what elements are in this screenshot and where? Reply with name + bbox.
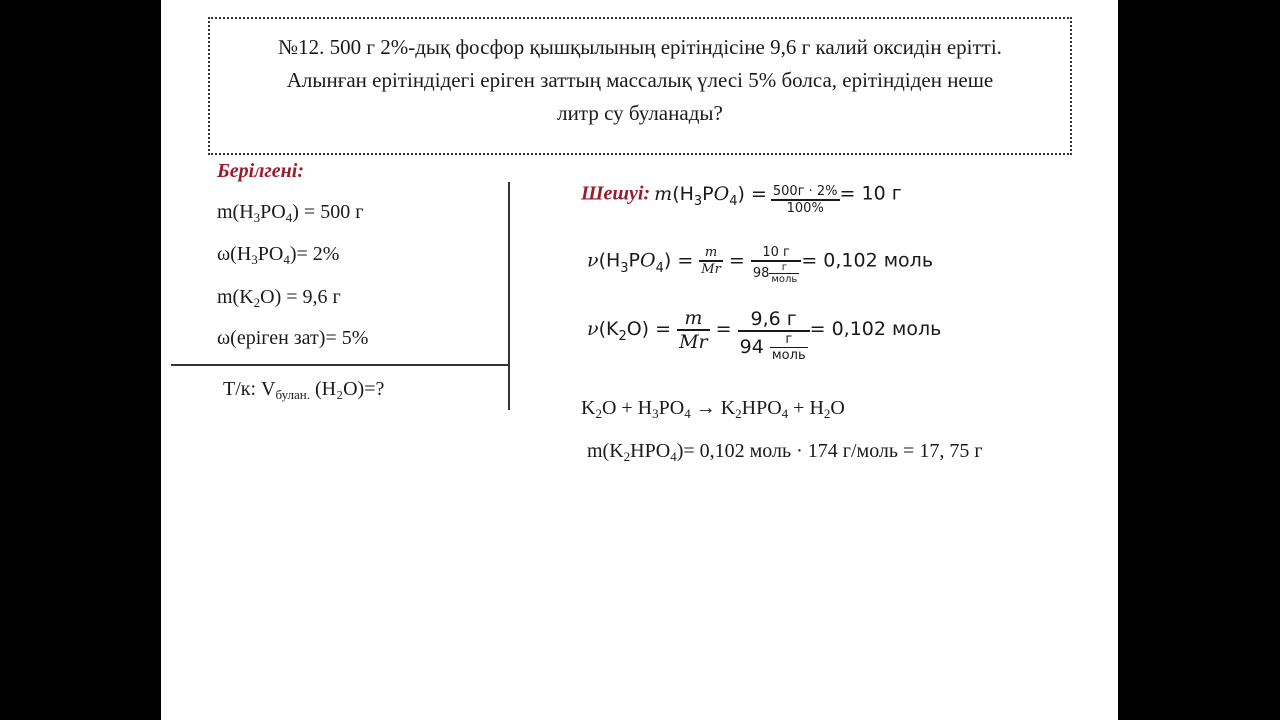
given-h3po4-mass: $m(H_3PO_4) = 500$ г [217,201,364,225]
given-divider-vertical [508,182,510,410]
problem-line-3: литр су буланады? [557,101,723,125]
problem-line-2: Алынған ерітіндідегі еріген заттың массалық үлесі 5% болса, ерітіндіден неше [286,68,994,92]
solution-title: Шешуі: [581,182,651,205]
given-k2o-mass: $m(K_2O) = 9,6$ г [217,286,341,310]
solution-line-3: $\nu(K_2O)$ = $\frac{m}{Mr}$ = 9,6 г 94 $\frac{г}{\text{моль}}$ = 0,102 моль [587,306,942,363]
given-solute-fraction: ω(еріген зат)= 5% [217,327,369,349]
m-over-mr-fraction: $\frac{m}{Mr}$ [701,245,721,277]
h3po4-mass-fraction: $\frac{500г \cdot 2\%}{100\%}$ [772,184,838,216]
k2hpo4-mass-line: $m(K_2HPO_4)= 0,102$ моль · 174 г/моль = 17, 75 г [587,440,983,464]
slide-page [161,0,1118,720]
m-over-mr-fraction-2: $\frac{m}{Mr}$ [679,306,708,353]
h3po4-moles-fraction: 10 г 98 $\frac{г}{\text{моль}}$ [751,245,802,285]
k2o-moles-fraction: 9,6 г 94 $\frac{г}{\text{моль}}$ [738,308,810,363]
given-title: Берілгені: [217,160,304,182]
unknown-quantity: Т/к: $V_{булан.}$ (H₂O)=? [223,378,385,402]
problem-statement-box [208,17,1072,155]
given-divider-horizontal [171,364,509,366]
solution-line-1: Шешуі: $m(H_3PO_4)$ = $\frac{500г \cdot 2\%}{100\%}$ = 10 г [581,182,902,216]
problem-line-1: №12. 500 г 2%-дық фосфор қышқылының ерітіндісіне 9,6 г калий оксидін ерітті. [278,35,1002,59]
solution-line-2: $\nu(H_3PO_4)$ = $\frac{m}{Mr}$ = 10 г 98 $\frac{г}{\text{моль}}$ = 0,102 моль [587,245,934,285]
reaction-equation: $K_2O + H_3PO_4 \to K_2HPO_4 + H_2O$ [581,397,845,421]
given-h3po4-fraction: $\omega(H_3PO_4)= 2\%$ [217,243,340,267]
